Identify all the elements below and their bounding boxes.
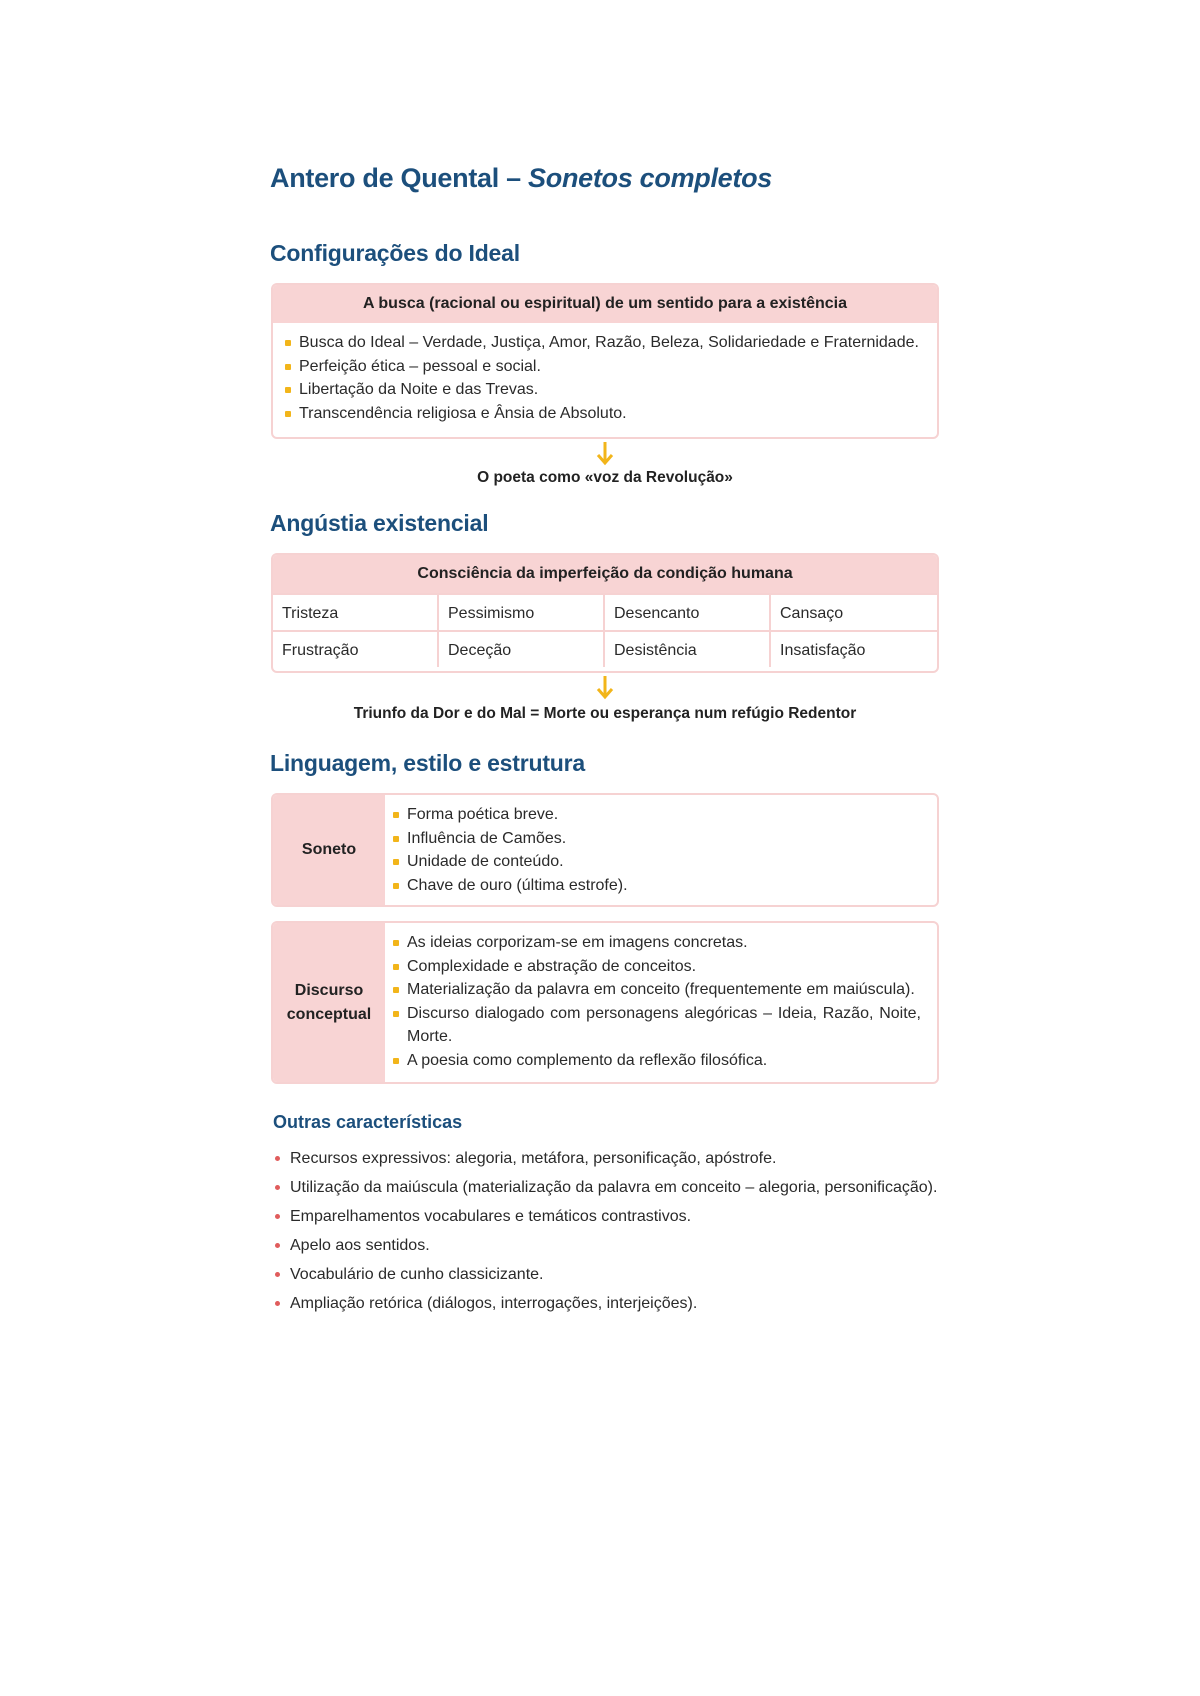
ideal-box-header: A busca (racional ou espiritual) de um sentido para a existência — [273, 285, 937, 323]
list-item: Complexidade e abstração de conceitos. — [391, 955, 925, 979]
list-item: Forma poética breve. — [391, 803, 925, 827]
arrow-down-icon — [595, 675, 615, 701]
grid-cell: Frustração — [273, 630, 439, 667]
section-heading-ideal: Configurações do Ideal — [270, 240, 520, 266]
list-item: Busca do Ideal – Verdade, Justiça, Amor, Razão, Beleza, Solidariedade e Fraternidade. — [283, 331, 925, 355]
angustia-box — [271, 553, 939, 673]
list-item: Recursos expressivos: alegoria, metáfora, personificação, apóstrofe. — [272, 1144, 952, 1173]
arrow-down-icon — [595, 441, 615, 467]
list-item: Perfeição ética – pessoal e social. — [283, 355, 925, 379]
grid-cell: Tristeza — [273, 593, 439, 630]
soneto-list — [385, 795, 937, 905]
list-item: Materialização da palavra em conceito (frequentemente em maiúscula). — [391, 978, 925, 1002]
list-item: Libertação da Noite e das Trevas. — [283, 378, 925, 402]
list-item: Utilização da maiúscula (materialização da palavra em conceito – alegoria, personificação). — [272, 1173, 952, 1202]
discurso-label-line1: Discurso — [294, 981, 364, 999]
list-item: As ideias corporizam-se em imagens concretas. — [391, 931, 925, 955]
angustia-box-header: Consciência da imperfeição da condição humana — [273, 555, 937, 593]
angustia-grid — [273, 593, 937, 667]
section-heading-angustia: Angústia existencial — [270, 510, 489, 536]
list-item: Chave de ouro (última estrofe). — [391, 874, 925, 898]
soneto-label: Soneto — [273, 795, 385, 905]
list-item: Emparelhamentos vocabulares e temáticos contrastivos. — [272, 1202, 952, 1231]
angustia-caption: Triunfo da Dor e do Mal = Morte ou esperança num refúgio Redentor — [353, 705, 857, 722]
discurso-label-line2: conceptual — [286, 1005, 372, 1023]
discurso-content — [385, 923, 937, 1082]
page-title-italic: Sonetos completos — [528, 163, 772, 193]
ideal-box — [271, 283, 939, 439]
ideal-list — [273, 323, 937, 431]
section-heading-linguagem: Linguagem, estilo e estrutura — [270, 750, 585, 776]
discurso-list — [385, 923, 937, 1080]
soneto-box — [271, 793, 939, 907]
grid-cell: Cansaço — [771, 593, 937, 630]
section-heading-outras: Outras características — [273, 1112, 463, 1132]
discurso-box — [271, 921, 939, 1084]
grid-cell: Deceção — [439, 630, 605, 667]
page-title-main: Antero de Quental – — [270, 163, 529, 193]
ideal-caption: O poeta como «voz da Revolução» — [477, 469, 733, 486]
list-item: Apelo aos sentidos. — [272, 1231, 952, 1260]
list-item: Discurso dialogado com personagens alegóricas – Ideia, Razão, Noite, Morte. — [391, 1002, 925, 1049]
list-item: Ampliação retórica (diálogos, interrogações, interjeições). — [272, 1289, 952, 1318]
soneto-content — [385, 795, 937, 905]
list-item: Transcendência religiosa e Ânsia de Absoluto. — [283, 402, 925, 426]
grid-cell: Desistência — [605, 630, 771, 667]
grid-cell: Pessimismo — [439, 593, 605, 630]
list-item: Unidade de conteúdo. — [391, 850, 925, 874]
page-title — [270, 163, 772, 194]
grid-cell: Insatisfação — [771, 630, 937, 667]
list-item: A poesia como complemento da reflexão filosófica. — [391, 1049, 925, 1073]
list-item: Vocabulário de cunho classicizante. — [272, 1260, 952, 1289]
discurso-label — [273, 923, 385, 1082]
grid-cell: Desencanto — [605, 593, 771, 630]
list-item: Influência de Camões. — [391, 827, 925, 851]
outras-list — [272, 1144, 952, 1318]
